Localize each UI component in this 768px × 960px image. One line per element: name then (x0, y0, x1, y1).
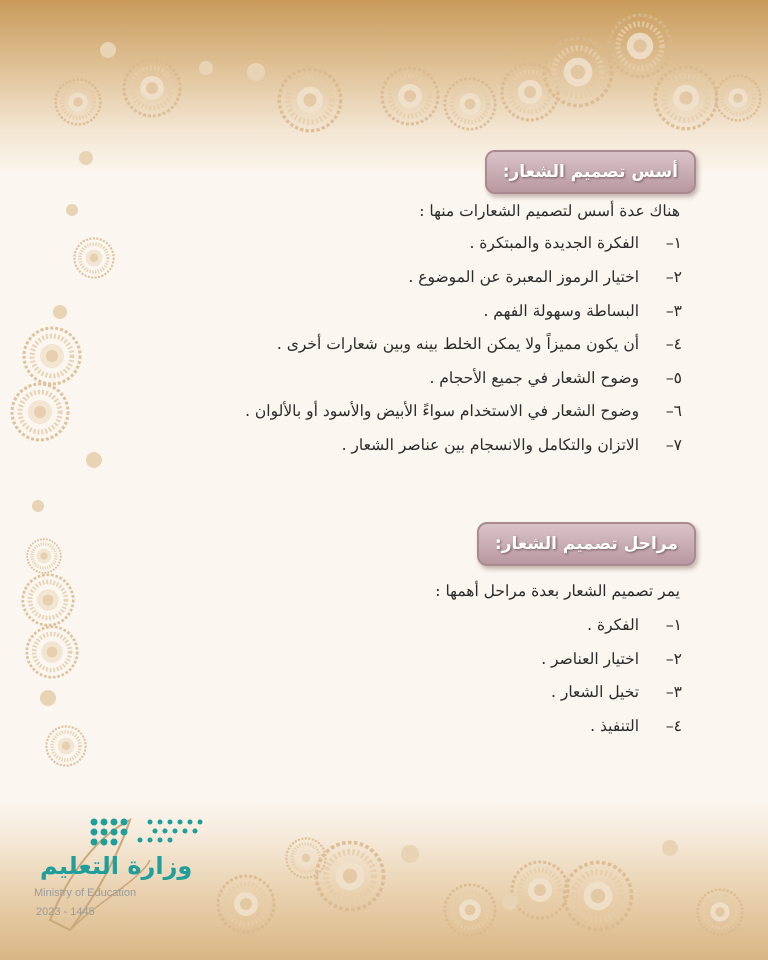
list-item-text: الاتزان والتكامل والانسجام بين عناصر الشعار . (341, 436, 640, 454)
list-item-number: ٤– (665, 717, 682, 735)
section-heading-design-stages: مراحل تصميم الشعار: (477, 522, 696, 566)
list-item-number: ٢– (665, 650, 682, 668)
list-item (541, 650, 682, 668)
list-item (277, 335, 682, 353)
list-item-text: الفكرة . (587, 616, 640, 634)
list-item-text: تخيل الشعار . (551, 683, 640, 701)
list-item-number: ٣– (665, 302, 682, 320)
list-item-number: ١– (665, 616, 682, 634)
section-heading-design-principles: أسس تصميم الشعار: (485, 150, 696, 194)
list-item (483, 302, 682, 320)
list-item-text: التنفيذ . (590, 717, 640, 735)
list-item (587, 616, 682, 634)
list-item (245, 402, 682, 420)
list-item (342, 436, 682, 454)
list-item-number: ٢– (665, 268, 682, 286)
list-item-text: وضوح الشعار في جميع الأحجام . (429, 369, 640, 387)
ministry-name-arabic: وزارة التعليم (40, 852, 193, 880)
list-item-text: البساطة وسهولة الفهم . (483, 302, 640, 320)
ministry-name-english: Ministry of Education (34, 887, 137, 899)
list-item-text: اختيار العناصر . (541, 650, 640, 668)
ministry-logo (30, 810, 220, 950)
section-intro: يمر تصميم الشعار بعدة مراحل أهمها : (435, 582, 680, 600)
list-item (551, 683, 682, 701)
list-item-number: ٦– (665, 402, 682, 420)
section-intro: هناك عدة أسس لتصميم الشعارات منها : (419, 202, 680, 220)
list-item-number: ١– (665, 234, 682, 252)
list-item-number: ٥– (665, 369, 682, 387)
list-item-text: وضوح الشعار في الاستخدام سواءً الأبيض والأسود أو بالألوان . (245, 402, 640, 420)
list-item (408, 268, 682, 286)
list-item-number: ٤– (665, 335, 682, 353)
ministry-year: 2023 - 1445 (36, 906, 95, 918)
list-item (469, 234, 682, 252)
list-item-number: ٣– (665, 683, 682, 701)
list-item-text: أن يكون مميزاً ولا يمكن الخلط بينه وبين شعارات أخرى . (276, 335, 640, 353)
list-item-number: ٧– (665, 436, 682, 454)
list-item (429, 369, 682, 387)
list-item (590, 717, 682, 735)
list-item-text: الفكرة الجديدة والمبتكرة . (469, 234, 640, 252)
list-item-text: اختيار الرموز المعبرة عن الموضوع . (408, 268, 640, 286)
ministry-logo-icon (30, 810, 220, 950)
